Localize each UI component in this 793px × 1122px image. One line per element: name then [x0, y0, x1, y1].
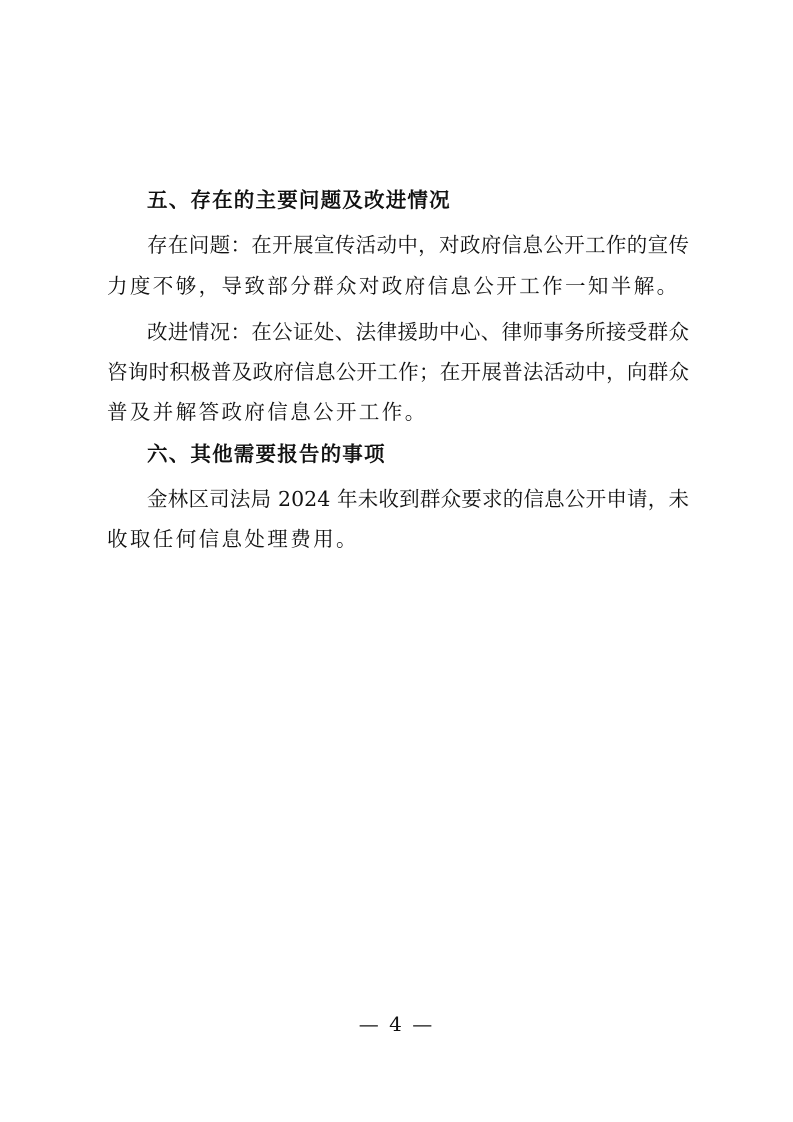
- improvements-paragraph-line-3: 普及并解答政府信息公开工作。: [107, 400, 428, 424]
- improvements-paragraph-line-2: 咨询时积极普及政府信息公开工作；在开展普法活动中，向群众: [107, 360, 689, 384]
- section-six-paragraph-line-2: 收取任何信息处理费用。: [107, 527, 359, 551]
- improvements-paragraph-line-1: 改进情况：在公证处、法律援助中心、律师事务所接受群众: [147, 320, 689, 344]
- problems-paragraph-line-2: 力度不够，导致部分群众对政府信息公开工作一知半解。: [107, 274, 680, 298]
- section-six-paragraph-line-1: 金林区司法局 2024 年未收到群众要求的信息公开申请，未: [147, 487, 689, 511]
- section-five-heading: 五、存在的主要问题及改进情况: [147, 188, 451, 212]
- problems-paragraph-line-1: 存在问题：在开展宣传活动中，对政府信息公开工作的宣传: [147, 233, 689, 257]
- section-six-heading: 六、其他需要报告的事项: [147, 442, 386, 466]
- page-number: — 4 —: [358, 1012, 435, 1036]
